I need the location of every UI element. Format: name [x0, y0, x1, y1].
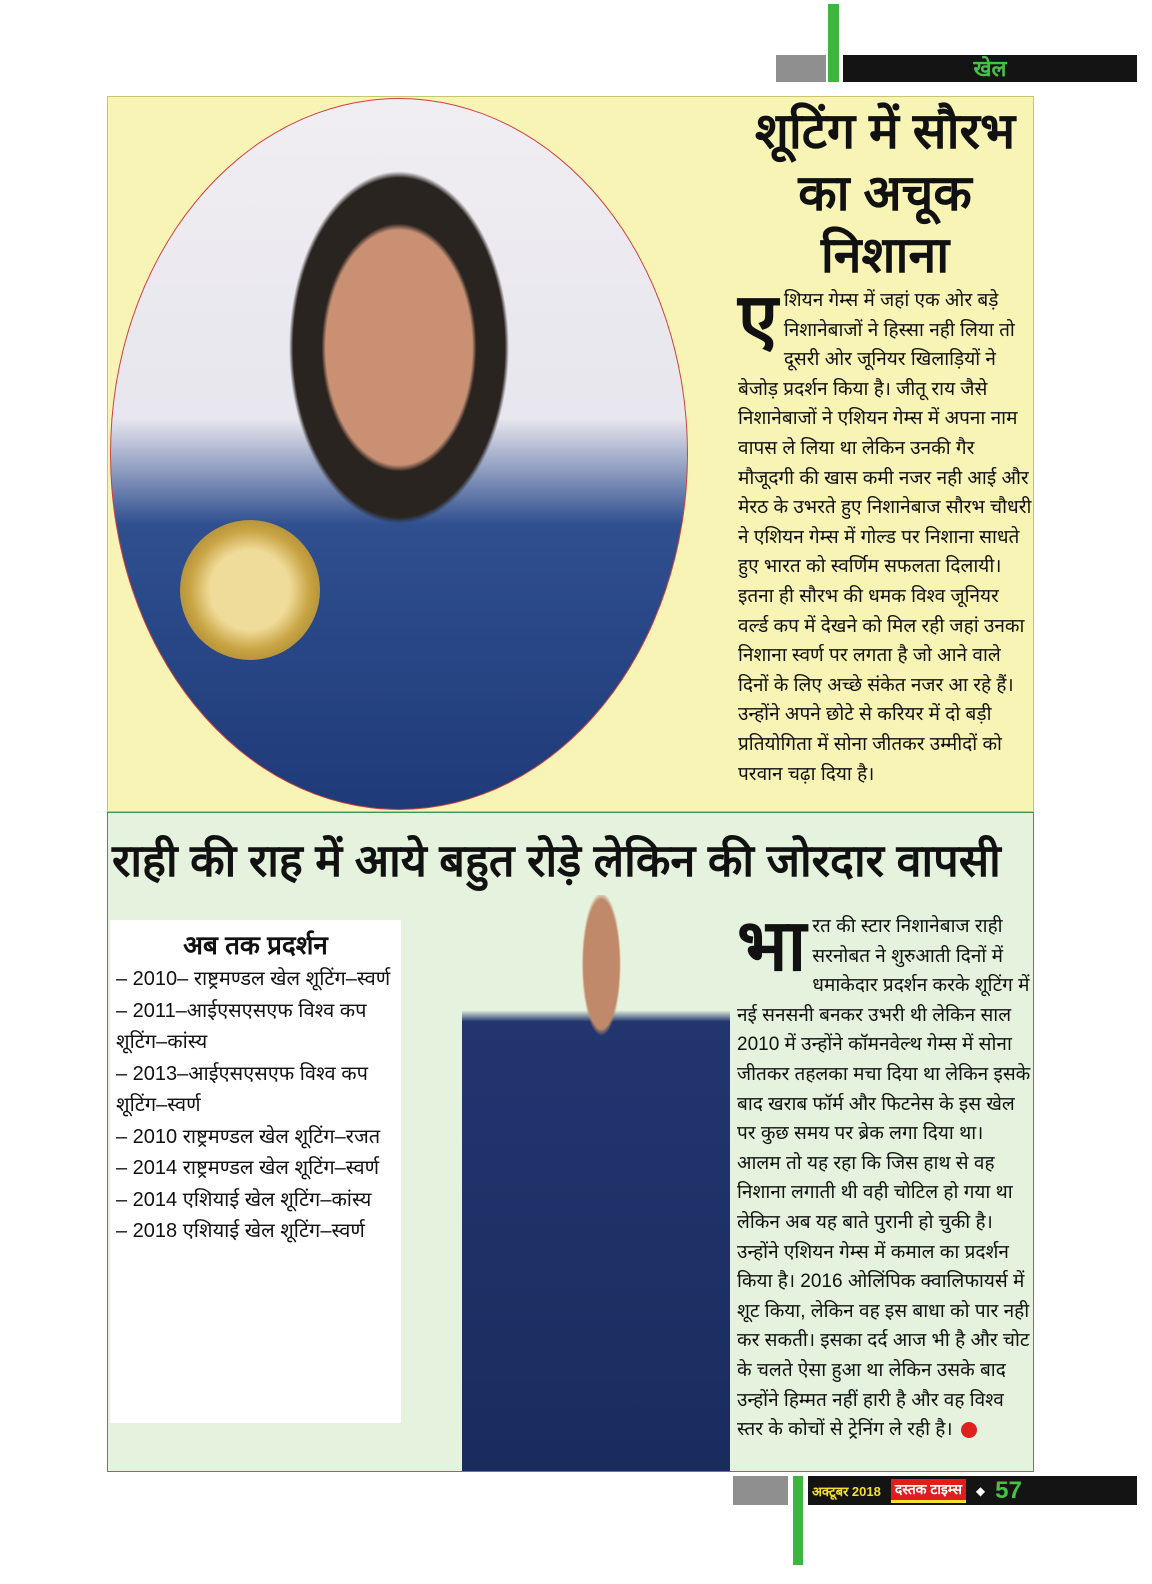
end-mark-icon	[961, 1422, 977, 1438]
diamond-icon: ◆	[975, 1483, 986, 1498]
saurabh-photo	[110, 98, 688, 810]
drop-cap: भा	[737, 906, 807, 986]
achievement-item: – 2014 राष्ट्रमण्डल खेल शूटिंग–स्वर्ण	[116, 1157, 380, 1179]
article1-text: शियन गेम्स में जहां एक ओर बड़े निशानेबाजों ने हिस्सा नही लिया तो दूसरी ओर जूनियर खिलाड़ियों ने बेजोड़ प्रदर्शन किया है। जीतू राय जैसे निशानेबाजों ने एशियन गेम्स में अपना नाम वापस ले लिया था लेकिन उनकी गैर मौजूदगी की खास कमी नजर नही आई और मेरठ के उभरते हुए निशानेबाज सौरभ चौधरी ने एशियन गेम्स में गोल्ड पर निशाना साधते हुए भारत को स्वर्णिम सफलता दिलायी। इतना ही सौरभ की धमक विश्व जूनियर वर्ल्ड कप में देखने को मिल रही जहां उनका निशाना स्वर्ण पर लगता है जो आने वाले दिनों के लिए अच्छे संकेत नजर आ रहे हैं। उन्होंने अपने छोटे से करियर में दो बड़ी प्रतियोगिता में सोना जीतकर उम्मीदों को परवान चढ़ा दिया है।	[738, 290, 1032, 785]
header-gray-block	[776, 55, 826, 82]
footer-green-bar	[793, 1476, 803, 1565]
drop-cap: ए	[738, 280, 778, 360]
achievement-item: – 2011–आईएसएसएफ विश्व कप शूटिंग–कांस्य	[116, 999, 367, 1053]
achievement-item: – 2010– राष्ट्रमण्डल खेल शूटिंग–स्वर्ण	[116, 968, 391, 990]
page-number: 57	[995, 1476, 1022, 1504]
issue-date: अक्टूबर 2018	[812, 1483, 881, 1499]
footer-gray-block	[733, 1476, 788, 1505]
achievement-item: – 2010 राष्ट्रमण्डल खेल शूटिंग–रजत	[116, 1125, 381, 1148]
article2-body	[737, 906, 1032, 1445]
article2-text: रत की स्टार निशानेबाज राही सरनोबत ने शुरुआती दिनों में धमाकेदार प्रदर्शन करके शूटिंग में नई सनसनी बनकर उभरी थी लेकिन साल 2010 में उन्होंने कॉमनवेल्थ गेम्स में सोना जीतकर तहलका मचा दिया था लेकिन इसके बाद खराब फॉर्म और फिटनेस के इस खेल पर कुछ समय पर ब्रेक लगा दिया था। आलम तो यह रहा कि जिस हाथ से वह निशाना लगाती थी वही चोटिल हो गया था लेकिन अब यह बाते पुरानी हो चुकी है। उन्होंने एशियन गेम्स में कमाल का प्रदर्शन किया है। 2016 ओलिंपिक क्वालिफायर्स में शूट किया, लेकिन वह इस बाधा को पार नही कर सकती। इसका दर्द आज भी है और चोट के चलते ऐसा हुआ था लेकिन उसके बाद उन्होंने हिम्मत नहीं हारी है और वह विश्व स्तर के कोचों से ट्रेनिंग ले रही है।	[737, 916, 1031, 1441]
publication-logo: दस्तक टाइम्स	[891, 1479, 966, 1503]
sidebar-title: अब तक प्रदर्शन	[183, 930, 328, 960]
article1-title: शूटिंग में सौरभ का अचूक निशाना	[754, 103, 1016, 283]
achievements-sidebar	[110, 920, 401, 1423]
header-green-bar	[828, 4, 839, 82]
rahi-photo	[462, 895, 730, 1471]
achievement-item: – 2014 एशियाई खेल शूटिंग–कांस्य	[116, 1188, 372, 1211]
article2-headline: राही की राह में आये बहुत रोड़े लेकिन की जोरदार वापसी	[112, 835, 1001, 886]
section-label: खेल	[843, 55, 1137, 82]
medal-image	[180, 520, 320, 660]
footer-bar	[808, 1476, 1137, 1505]
achievement-item: – 2018 एशियाई खेल शूटिंग–स्वर्ण	[116, 1220, 365, 1242]
achievement-item: – 2013–आईएसएसएफ विश्व कप शूटिंग–स्वर्ण	[116, 1062, 368, 1116]
article1-body	[738, 280, 1032, 789]
